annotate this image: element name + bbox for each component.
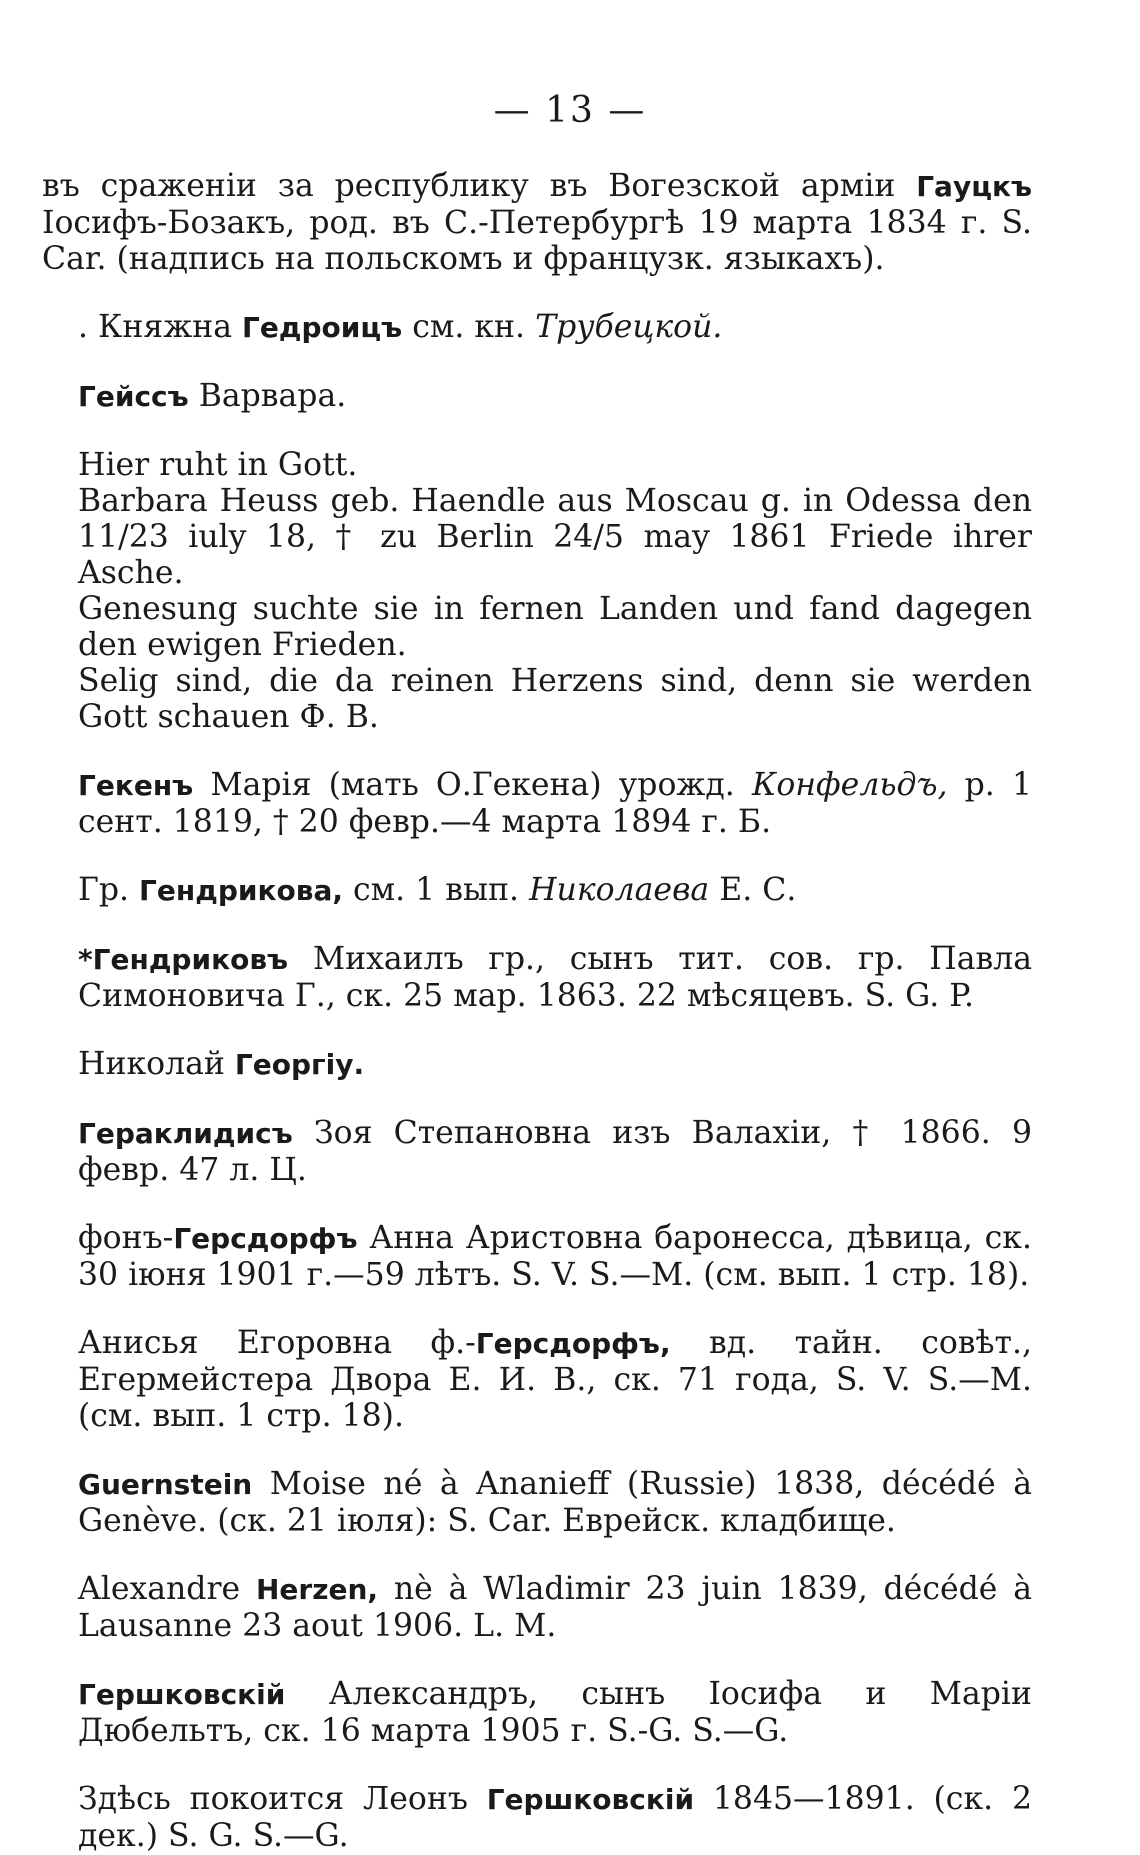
entry-text: Александръ, сынъ Іосифа и Маріи Дюбельтъ, ск. 16 марта 1905 г. S.-G. S.—G. (78, 1676, 1032, 1749)
entry-text: Варвара. (188, 378, 347, 414)
entry-text: см. кн. (402, 309, 536, 345)
entry-text: Здѣсь покоится Леонъ (78, 1781, 487, 1817)
entry-text: Николай (78, 1046, 235, 1082)
entry-text: Анисья Егоровна ф.- (78, 1325, 476, 1361)
entry-text: Анна Аристовна баронесса, дѣвица, ск. 30 іюня 1901 г.—59 лѣтъ. S. V. S.—M. (см. вып. 1 стр. 18). (78, 1220, 1032, 1293)
entry-geken (42, 767, 1032, 840)
entry-text: . Княжна (78, 309, 243, 345)
entry-surname: Гершковскій (486, 1783, 695, 1816)
entry-reference: Николаева (529, 872, 710, 908)
inscription-line: Hier ruht in Gott. (78, 447, 358, 483)
entry-guernstein (42, 1466, 1032, 1539)
entry-surname: Герсдорфъ, (475, 1327, 671, 1360)
entry-surname: *Гендриковъ (78, 943, 289, 976)
inscription-line: Selig sind, die da reinen Herzens sind, denn sie werden Gott schauen Ф. В. (78, 663, 1032, 735)
entry-surname: Гейссъ (78, 380, 189, 413)
entry-text: вд. тайн. совѣт., Егермейстера Двора Е. И. В., ск. 71 года, S. V. S.—M. (см. вып. 1 стр. 18). (78, 1325, 1032, 1434)
inscription-line: Genesung suchte sie in fernen Landen und fand dagegen den ewigen Frieden. (78, 591, 1032, 663)
entry-gendrikov (42, 941, 1032, 1014)
entry-text: Іосифъ-Бозакъ, род. въ С.-Петербургѣ 19 марта 1834 г. S. Car. (надпись на польскомъ и французк. языкахъ). (42, 205, 1032, 277)
entry-surname: Гауцкъ (916, 170, 1032, 203)
entry-herzen (42, 1571, 1032, 1644)
entry-text: Михаилъ гр., сынъ тит. сов. гр. Павла Симоновича Г., ск. 25 мар. 1863. 22 мѣсяцевъ. S. G. P. (78, 941, 1032, 1014)
page-number: — 13 — (493, 90, 647, 131)
entry-text: Moise né à Ananieff (Russie) 1838, décédé à Genève. (ск. 21 іюля): S. Car. Еврейск. кладбище. (78, 1466, 1032, 1539)
entry-reference: Трубецкой. (535, 309, 723, 345)
entry-gershkovsky-leon (42, 1781, 1032, 1854)
entry-text: Зоя Степановна изъ Валахіи, † 1866. 9 февр. 47 л. Ц. (78, 1115, 1032, 1188)
entry-text: въ сраженіи за республику въ Вогезской арміи (42, 168, 917, 204)
entry-text: Гр. (78, 872, 140, 908)
entry-maiden-name: Конфельдъ, (751, 767, 948, 803)
entry-text: nè à Wladimir 23 juin 1839, décédé à Lausanne 23 aout 1906. L. M. (78, 1571, 1032, 1644)
entry-surname: Герсдорфъ (173, 1222, 358, 1255)
entry-georgiu (42, 1046, 1032, 1083)
entry-text: фонъ- (78, 1220, 174, 1256)
entry-surname: Herzen, (255, 1573, 379, 1606)
entry-gersdorf-anisya (42, 1325, 1032, 1434)
entry-text: Марія (мать О.Гекена) урожд. (193, 767, 752, 803)
entry-surname: Guernstein (78, 1468, 253, 1501)
page-body (42, 168, 1032, 1854)
entry-text: Alexandre (78, 1571, 256, 1607)
entry-text: р. 1 сент. 1819, † 20 февр.—4 марта 1894 г. Б. (78, 767, 1032, 840)
entry-geraklidis (42, 1115, 1032, 1188)
entry-gendrikova (42, 872, 1032, 909)
entry-surname: Гераклидисъ (78, 1117, 293, 1150)
inscription-line: Barbara Heuss geb. Haendle aus Moscau g. in Odessa den 11/23 iuly 18, † zu Berlin 24/5 may 1861 Friede ihrer Asche. (78, 483, 1032, 591)
entry-gauck (42, 168, 1032, 277)
entry-text: Е. С. (709, 872, 797, 908)
entry-gersdorf-anna (42, 1220, 1032, 1293)
entry-surname: Гершковскій (78, 1678, 286, 1711)
entry-heuss-inscription (42, 447, 1032, 735)
entry-geiss (42, 378, 1032, 415)
entry-gedroits (42, 309, 1032, 346)
entry-surname: Георгіу. (234, 1048, 365, 1081)
entry-surname: Гедроицъ (242, 311, 403, 344)
entry-surname: Гекенъ (78, 769, 194, 802)
entry-gershkovsky-alexander (42, 1676, 1032, 1749)
entry-text: 1845—1891. (ск. 2 дек.) S. G. S.—G. (78, 1781, 1032, 1854)
entry-surname: Гендрикова, (139, 874, 343, 907)
entry-text: см. 1 вып. (343, 872, 530, 908)
